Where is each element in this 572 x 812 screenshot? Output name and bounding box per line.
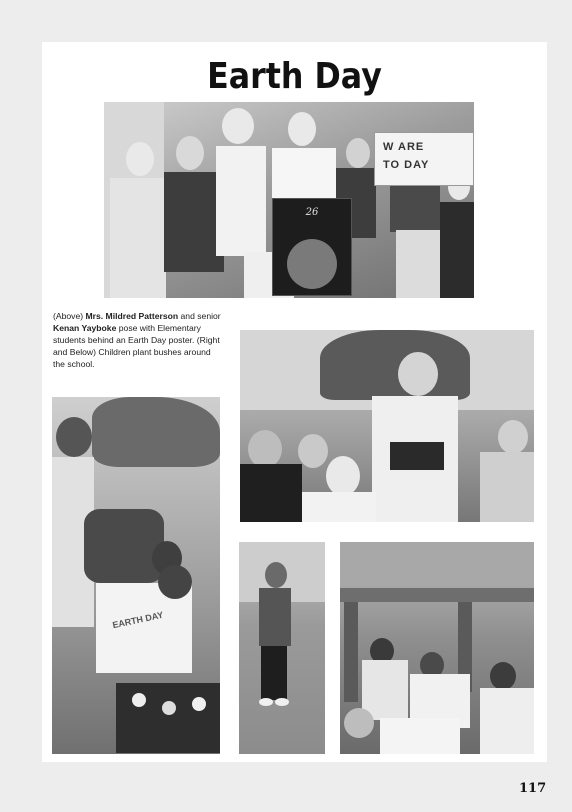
earth-day-poster [272,198,352,296]
photo-caption [53,310,223,370]
caption-teacher-name: Mrs. Mildred Patterson [85,311,179,321]
sweatshirt-text: EARTH DAY [111,609,165,631]
photo-group-planting-by-fence [340,542,534,754]
photo-girl-standing [239,542,325,754]
caption-mid: and senior [178,311,221,321]
page-title: Earth Day [207,56,382,97]
page-number: 117 [519,781,547,796]
wall-banner [374,132,474,186]
banner-line-1: W ARE [383,141,425,153]
banner-line-2: TO DAY [383,159,430,171]
globe-icon [287,239,337,289]
yearbook-page [42,42,547,762]
photo-group-with-poster [104,102,474,298]
caption-student-name: Kenan Yayboke [53,323,117,333]
caption-prefix: (Above) [53,311,86,321]
photo-children-planting [52,397,220,754]
caption-suffix: pose with Elementary students behind an Earth Day poster. (Right and Below) Children plant bushes around the school. [53,323,220,369]
photo-teacher-holding-flowers [240,330,534,522]
poster-number: 26 [305,207,319,218]
